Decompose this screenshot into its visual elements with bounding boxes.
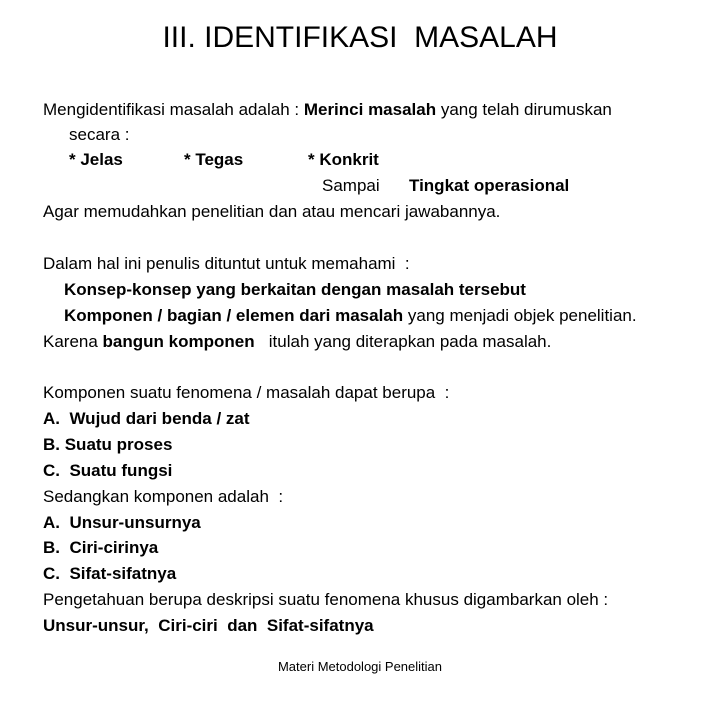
intro-line-5: Agar memudahkan penelitian dan atau mencari jawabannya. xyxy=(43,202,501,221)
criteria-tegas: * Tegas xyxy=(184,150,244,169)
tingkat-operasional: Tingkat operasional xyxy=(409,176,570,195)
komponen-suffix: yang menjadi objek penelitian. xyxy=(403,306,637,325)
list-item: B. Suatu proses xyxy=(43,435,173,454)
list-item: C. Suatu fungsi xyxy=(43,461,173,480)
page-title: III. IDENTIFIKASI MASALAH xyxy=(162,21,558,54)
intro-line-2: secara : xyxy=(69,125,130,144)
section3-heading-2: Sedangkan komponen adalah : xyxy=(43,487,284,506)
list-item: C. Sifat-sifatnya xyxy=(43,564,177,583)
komponen-bold: Komponen / bagian / elemen dari masalah xyxy=(64,306,404,325)
pengetahuan-line: Pengetahuan berupa deskripsi suatu fenomena khusus digambarkan oleh : xyxy=(43,590,609,609)
intro-suffix: yang telah dirumuskan xyxy=(436,100,612,119)
section3-heading: Komponen suatu fenomena / masalah dapat berupa : xyxy=(43,383,450,402)
karena-prefix: Karena xyxy=(43,332,103,351)
karena-suffix: itulah yang diterapkan pada masalah. xyxy=(254,332,552,351)
sampai-text: Sampai xyxy=(322,176,380,195)
criteria-jelas: * Jelas xyxy=(69,150,123,169)
list-item: B. Ciri-cirinya xyxy=(43,538,159,557)
intro-prefix: Mengidentifikasi masalah adalah : xyxy=(43,100,304,119)
bangun-komponen: bangun komponen xyxy=(102,332,255,351)
section2-komponen xyxy=(64,305,637,327)
section2-konsep: Konsep-konsep yang berkaitan dengan masalah tersebut xyxy=(64,280,526,299)
list-item: A. Wujud dari benda / zat xyxy=(43,409,250,428)
intro-bold: Merinci masalah xyxy=(303,100,437,119)
final-summary: Unsur-unsur, Ciri-ciri dan Sifat-sifatnya xyxy=(43,616,374,635)
criteria-konkrit: * Konkrit xyxy=(308,150,379,169)
section2-line-1: Dalam hal ini penulis dituntut untuk memahami : xyxy=(43,254,410,273)
footer-text: Materi Metodologi Penelitian xyxy=(277,659,443,674)
section2-line-4 xyxy=(43,331,551,353)
list-item: A. Unsur-unsurnya xyxy=(43,513,201,532)
intro-line-1 xyxy=(43,99,612,121)
